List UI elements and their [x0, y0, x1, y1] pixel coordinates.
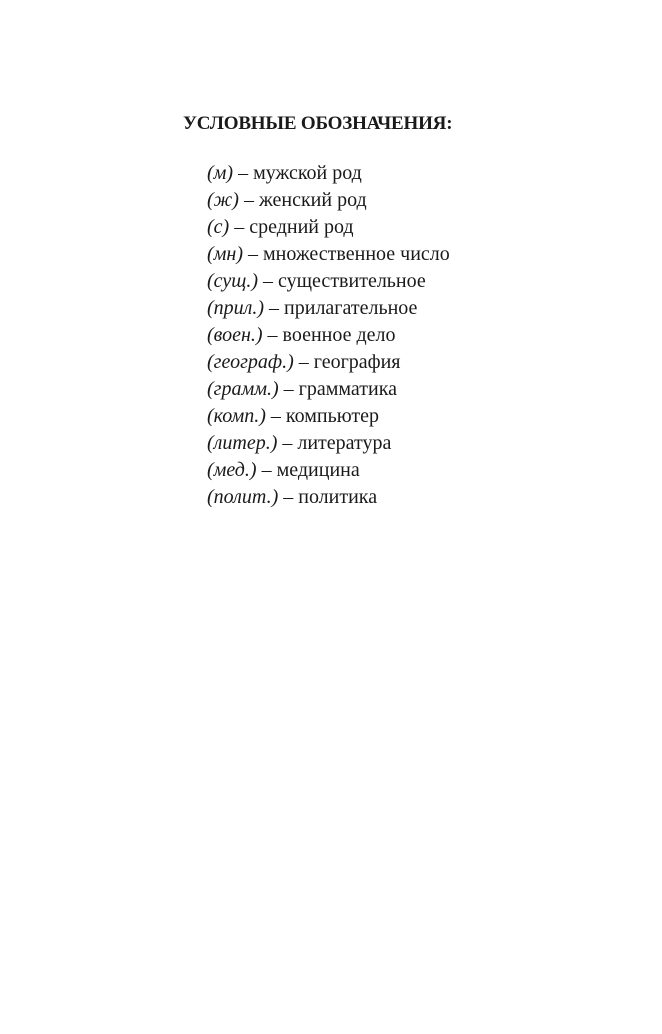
- abbreviation-item: [207, 241, 450, 268]
- abbreviation-meaning: медицина: [276, 459, 360, 481]
- separator: –: [238, 189, 259, 211]
- abbreviation-meaning: литература: [297, 432, 392, 454]
- abbreviation-meaning: существительное: [278, 270, 426, 292]
- abbreviation: (сущ.): [207, 270, 259, 292]
- abbreviation-meaning: средний род: [249, 216, 354, 238]
- abbreviation-meaning: политика: [298, 486, 378, 508]
- separator: –: [293, 351, 314, 373]
- abbreviation: (прил.): [207, 297, 265, 319]
- abbreviation-item: [207, 376, 450, 403]
- abbreviation-meaning: женский род: [258, 189, 367, 211]
- abbreviation: (полит.): [207, 486, 279, 508]
- separator: –: [278, 486, 299, 508]
- abbreviation: (мед.): [207, 459, 257, 481]
- separator: –: [233, 162, 254, 184]
- abbreviation-item: [207, 187, 450, 214]
- separator: –: [264, 297, 285, 319]
- abbreviation-item: [207, 160, 450, 187]
- separator: –: [258, 270, 279, 292]
- abbreviation: (комп.): [207, 405, 266, 427]
- abbreviation-item: [207, 295, 450, 322]
- separator: –: [229, 216, 250, 238]
- separator: –: [262, 324, 283, 346]
- abbreviation-item: [207, 403, 450, 430]
- abbreviation-meaning: множественное число: [263, 243, 450, 265]
- abbreviation-item: [207, 349, 450, 376]
- abbreviation: (с): [207, 216, 230, 238]
- abbreviation: (м): [207, 162, 234, 184]
- separator: –: [277, 432, 298, 454]
- abbreviation-meaning: военное дело: [282, 324, 396, 346]
- abbreviation: (географ.): [207, 351, 294, 373]
- abbreviation-item: [207, 268, 450, 295]
- abbreviation-meaning: прилагательное: [284, 297, 418, 319]
- abbreviation-item: [207, 214, 450, 241]
- separator: –: [256, 459, 277, 481]
- abbreviation: (грамм.): [207, 378, 279, 400]
- abbreviation: (воен.): [207, 324, 263, 346]
- abbreviation-list: [207, 160, 450, 511]
- abbreviation-meaning: мужской род: [253, 162, 362, 184]
- separator: –: [278, 378, 299, 400]
- abbreviation: (литер.): [207, 432, 278, 454]
- abbreviation-item: [207, 484, 450, 511]
- abbreviation-item: [207, 430, 450, 457]
- abbreviation: (мн): [207, 243, 244, 265]
- legend-heading: УСЛОВНЫЕ ОБОЗНАЧЕНИЯ:: [183, 113, 453, 134]
- separator: –: [243, 243, 264, 265]
- abbreviation-item: [207, 457, 450, 484]
- abbreviation-meaning: география: [313, 351, 401, 373]
- separator: –: [265, 405, 286, 427]
- abbreviation-item: [207, 322, 450, 349]
- abbreviation-meaning: компьютер: [285, 405, 380, 427]
- abbreviation: (ж): [207, 189, 239, 211]
- abbreviation-meaning: грамматика: [298, 378, 398, 400]
